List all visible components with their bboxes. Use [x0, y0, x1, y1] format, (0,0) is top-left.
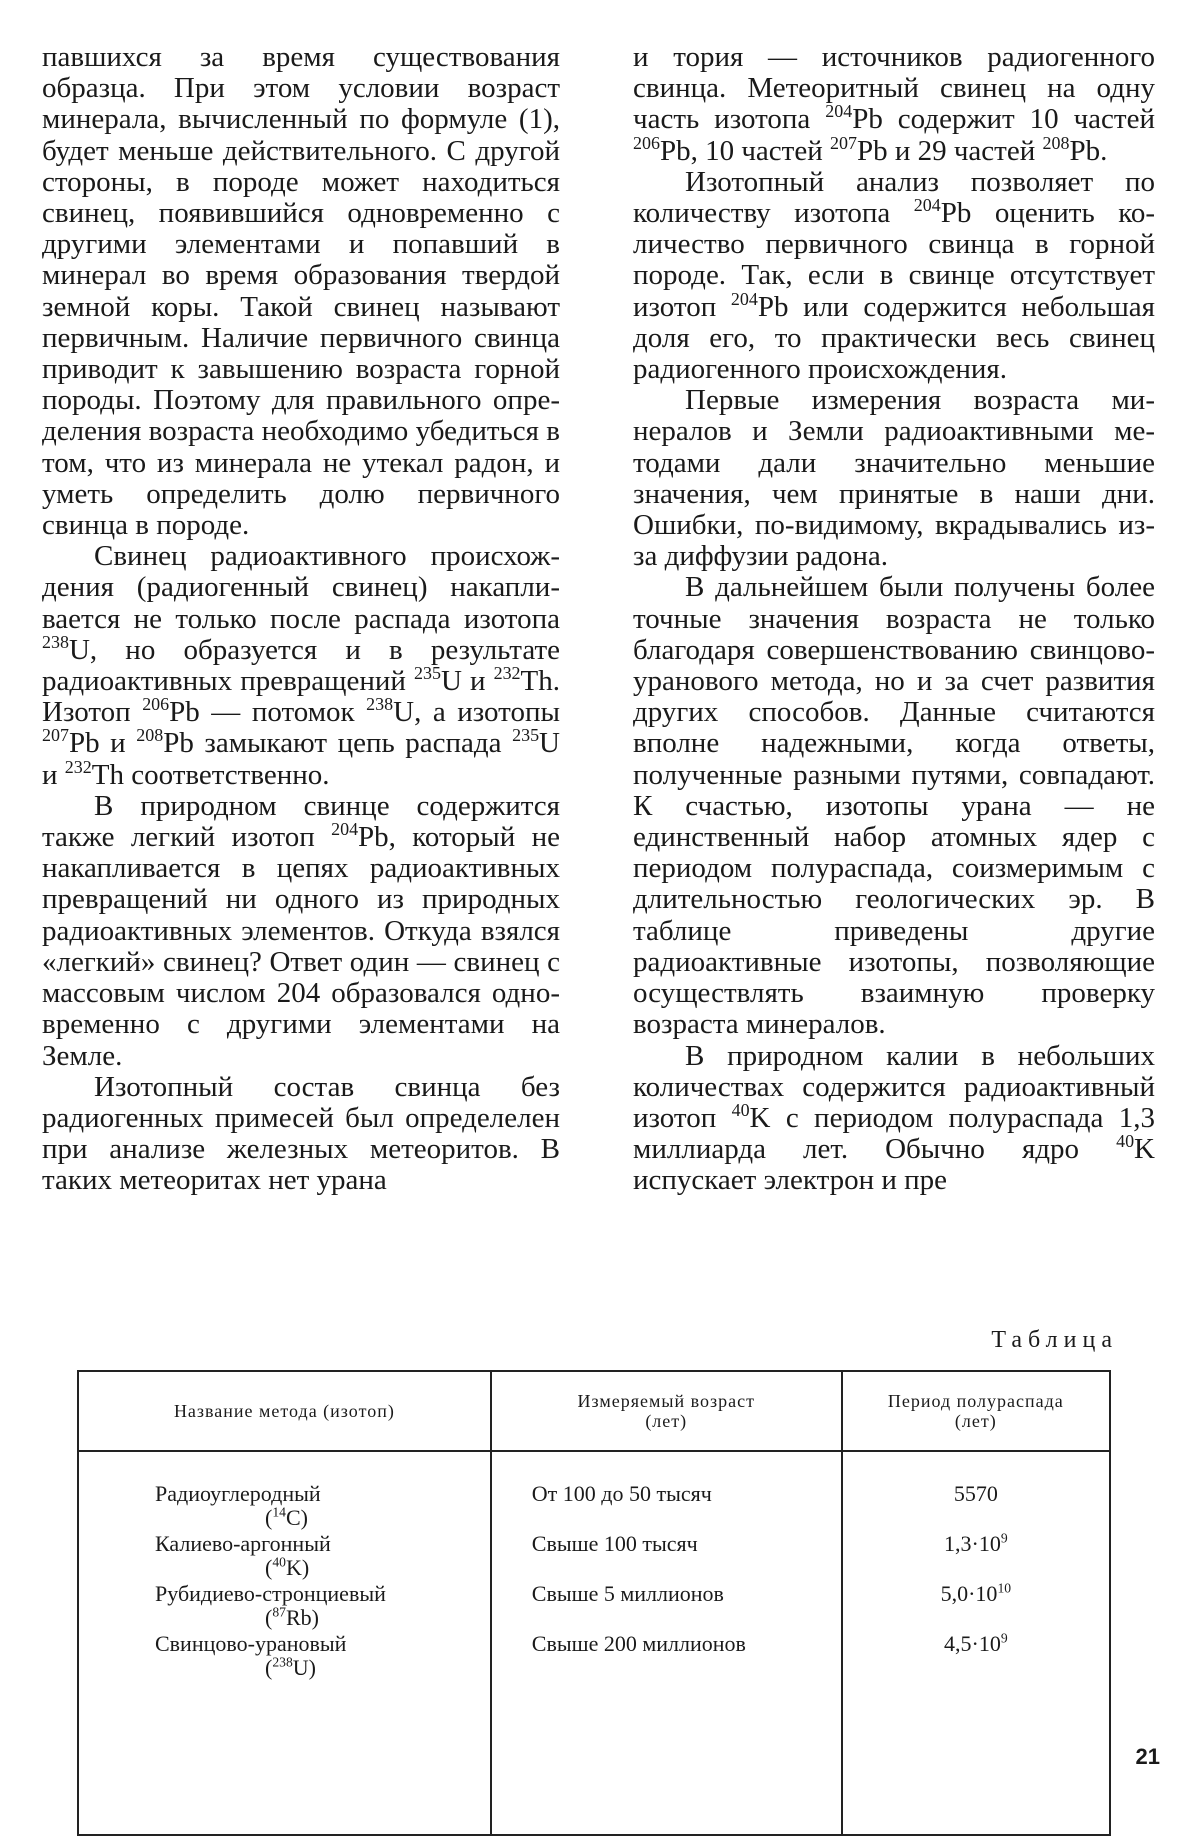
paragraph: В природном калии в небольших количествах содержится радиоактивный изотоп $^{40}$K с периодом полураспада 1,3 миллиарда лет. Обычно ядро $^{40}$K испускает электрон и пре — [633, 1039, 1155, 1197]
header-period: Период полураспада (лет) — [842, 1371, 1110, 1451]
table-row-method: Рубидиево-стронциевый ($^{87}$Rb) — [155, 1581, 386, 1630]
page-number: 21 — [1135, 1744, 1160, 1769]
table-cell-period: $1,3\cdot 10^9$ — [944, 1530, 1008, 1556]
paragraph: Изотопный состав свинца без радиогенных примесей был определелен при анализе железных метеоритов. В таких метеоритах нет урана — [42, 1070, 560, 1197]
paragraph: В дальнейшем были получены более точные значения возраста не только благодаря совершенствованию свинцово-уранового метода, но и за счет развития других способов. Данные считаются вполне надежными, когда ответы, полученные разными путями, совпадают. К счастью, изотопы урана — не единственный набор атомных ядер с периодом полураспада, соизмеримым с длительностью геологических эр. В таблице приведены другие радиоактивные изотопы, позволяющие осуществлять взаимную проверку возраста минералов. — [633, 571, 1155, 1041]
header-method: Название метода (изотоп) — [78, 1371, 491, 1451]
method-column — [78, 1451, 491, 1835]
paragraph: Свинец радиоактивного происхождения (радиогенный свинец) накапливается не только после распада изотопа $^{238}$U, но образуется и в результате радиоактивных превращений $^{235}$U и $^{232}$Th. Изотоп $^{206}$Pb — потомок $^{238}$U, а изотопы $^{207}$Pb и $^{208}$Pb замыкают цепь распада $^{235}$U и $^{232}$Th соответственно. — [42, 540, 560, 791]
paragraph: Первые измерения возраста минералов и Земли радиоактивными методами дали значительно меньшие значения, чем принятые в наши дни. Ошибки, по-видимому, вкрадывались из-за диффузии радона. — [633, 384, 1155, 573]
table-cell-age: От 100 до 50 тысяч — [531, 1481, 712, 1506]
table-cell-age: Свыше 100 тысяч — [531, 1531, 698, 1556]
table-cell-period: 5570 — [953, 1481, 998, 1506]
paragraph: Изотопный анализ позволяет по количеству изотопа $^{204}$Pb оценить количество первичного свинца в горной породе. Так, если в свинце отсутствует изотоп $^{204}$Pb или содержится небольшая доля его, то практически весь свинец радиогенного происхождения. — [633, 165, 1155, 386]
paragraph: и тория — источников радиогенного свинца. Метеоритный свинец на одну часть изотопа $^{204}$Pb содержит 10 частей $^{206}$Pb, 10 частей $^{207}$Pb и 29 частей $^{208}$Pb. — [633, 41, 1155, 167]
paragraph: В природном свинце содержится также легкий изотоп $^{204}$Pb, который не накапливается в цепях радиоактивных превращений ни одного из природных радиоактивных элементов. Откуда взялся «легкий» свинец? Ответ один — свинец с массовым числом 204 образовался одновременно с другими элементами на Земле. — [42, 789, 560, 1072]
table-cell-period: $4,5\cdot 10^9$ — [944, 1630, 1008, 1656]
left-text-column — [42, 42, 560, 1197]
table-row-method: Калиево-аргонный ($^{40}$K) — [155, 1531, 331, 1580]
table-row-method: Радиоуглеродный ($^{14}$C) — [155, 1481, 321, 1530]
right-text-column — [633, 42, 1155, 1197]
table-cell-age: Свыше 200 миллионов — [531, 1631, 746, 1656]
paragraph: павшихся за время существования образца. При этом условии возраст минерала, вычисленный по формуле (1), будет меньше действительного. С другой стороны, в породе может находиться свинец, появившийся одновременно с другими элементами и попавший в минерал во время образования твердой земной коры. Такой свинец называют первичным. Наличие первичного свинца приводит к завышению возраста горной породы. Поэтому для правильного определения возраста необходимо убедиться в том, что из минерала не утекал радон, и уметь определить долю первичного свинца в породе. — [42, 41, 560, 542]
table-caption: Таблица — [991, 1327, 1118, 1353]
table-cell-period: $5,0\cdot 10^{10}$ — [940, 1580, 1012, 1606]
period-column — [842, 1451, 1110, 1835]
age-column — [491, 1451, 842, 1835]
table-cell-age: Свыше 5 миллионов — [531, 1581, 724, 1606]
table-row-method: Свинцово-урановый ($^{238}$U) — [155, 1631, 347, 1680]
header-age: Измеряемый возраст (лет) — [491, 1371, 842, 1451]
dating-methods-table — [77, 1370, 1111, 1836]
